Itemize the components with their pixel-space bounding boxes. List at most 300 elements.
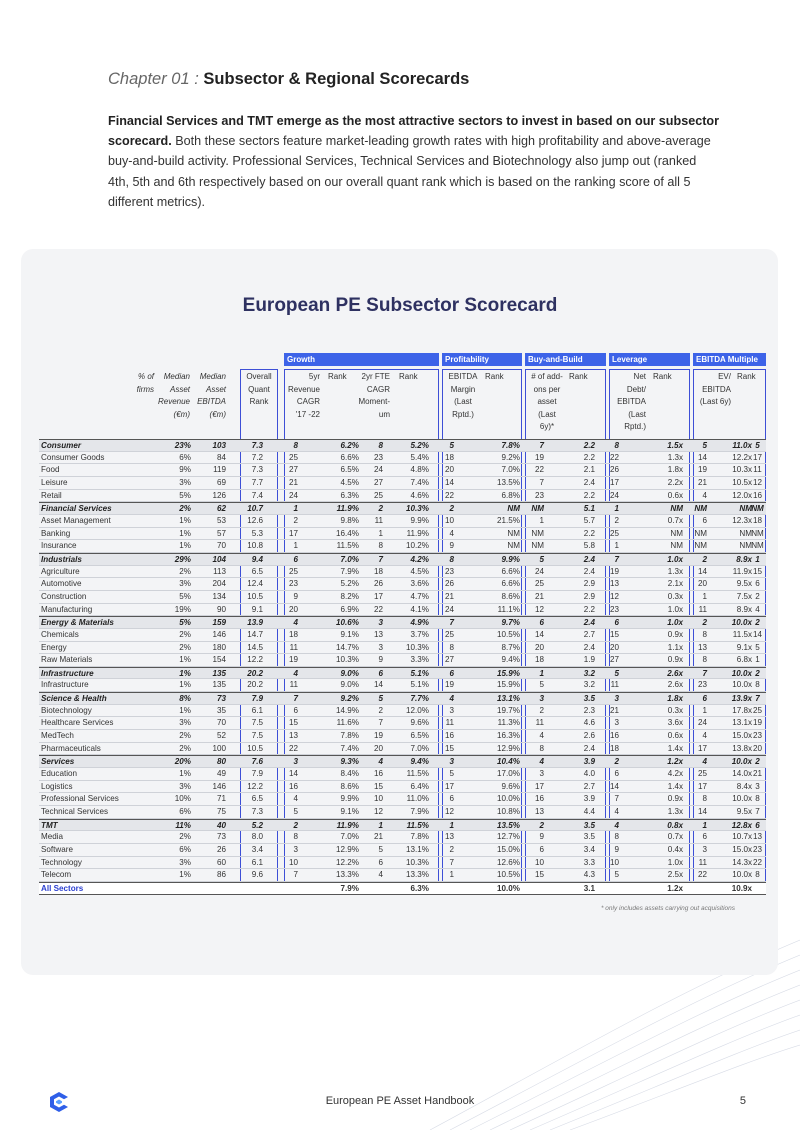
cell-value: 1.4x (667, 781, 683, 791)
cell-value: 4.6 (583, 718, 595, 728)
cell-value: 11.0% (406, 794, 429, 804)
cell-value: 14.7% (336, 642, 359, 652)
subsector-row (39, 806, 766, 819)
cell-value: 26 (609, 465, 619, 475)
cell-value: 5 (378, 845, 383, 854)
cell-value: 14 (752, 629, 762, 639)
cell-value: NM (751, 541, 764, 551)
cell-value: 2% (179, 731, 191, 741)
cell-value: 6.8x (736, 655, 752, 665)
cell-value: 20 (697, 579, 707, 589)
cell-value: 0.4x (667, 845, 683, 854)
cell-value: 12.9% (497, 743, 520, 753)
subsector-row (39, 490, 766, 503)
cell-value: 1% (179, 705, 191, 715)
cell-value: 7.8% (410, 832, 429, 842)
cell-value: 2 (539, 705, 544, 715)
cell-value: 23 (288, 579, 298, 589)
cell-value: 18 (752, 515, 762, 525)
cell-value: 3.3 (583, 857, 595, 867)
cell-value: 7.2 (251, 452, 263, 462)
cell-value: 25 (752, 705, 762, 715)
cell-value: 104 (212, 554, 226, 564)
cell-value: 2 (449, 845, 454, 854)
cell-value: 20 (373, 743, 383, 753)
cell-value: 7.3 (251, 465, 263, 475)
cell-value: 7.3 (251, 807, 263, 817)
cell-value: 5 (755, 642, 760, 652)
cell-value: 11.9% (336, 504, 359, 514)
cell-value: NM (507, 504, 520, 514)
row-label: Raw Materials (41, 655, 93, 665)
cell-value: 4.6% (410, 490, 429, 500)
footer-title: European PE Asset Handbook (325, 1095, 475, 1107)
cell-value: 5 (755, 441, 760, 450)
cell-value: 3.4 (251, 845, 263, 854)
cell-value: 13.1% (497, 694, 520, 704)
cell-value: 19% (174, 604, 191, 614)
cell-value: 14.0x (732, 769, 752, 779)
cell-value: 2.6x (667, 668, 683, 678)
cell-value: 1 (614, 504, 619, 514)
cell-value: 21.5% (497, 515, 520, 525)
cell-value: 7 (539, 477, 544, 487)
cell-value: 9.6% (501, 781, 520, 791)
cell-value: 10.3% (336, 655, 359, 665)
cell-value: 24 (609, 490, 619, 500)
cell-value: 73 (216, 694, 226, 704)
cell-value: 11 (753, 465, 762, 475)
cell-value: 5.4% (410, 452, 429, 462)
cell-value: 9.8% (340, 515, 359, 525)
cell-value: 0.7x (667, 515, 683, 525)
cell-value: 12.7% (497, 832, 520, 842)
cell-value: 1 (293, 504, 298, 514)
subsector-row (39, 844, 766, 857)
cell-value: 100 (212, 743, 226, 753)
header-median-revenue: Median Asset Revenue (€m) (157, 372, 190, 419)
cell-value: 4.4 (583, 807, 595, 817)
page-number: 5 (739, 1095, 746, 1107)
cell-value: 3.2 (583, 680, 595, 690)
subsector-row (39, 730, 766, 743)
cell-value: 6.8% (501, 490, 520, 500)
cell-value: NM (694, 504, 707, 514)
cell-value: 4 (449, 694, 454, 704)
cell-value: 9.2% (340, 694, 359, 704)
cell-value: 14 (697, 452, 707, 462)
cell-value: 4 (293, 668, 298, 678)
cell-value: 12 (444, 807, 454, 817)
row-label: Software (41, 845, 73, 854)
intro-paragraph (108, 111, 720, 212)
cell-value: 7.9% (340, 566, 359, 576)
cell-value: 2 (755, 668, 760, 678)
cell-value: NM (739, 541, 752, 551)
cell-value: 8.4x (736, 781, 752, 791)
scorecard-title: European PE Subsector Scorecard (242, 295, 558, 316)
cell-value: 8 (702, 655, 707, 665)
cell-value: 2.2 (583, 528, 595, 538)
cell-value: 14.7 (247, 629, 263, 639)
row-label: Logistics (41, 781, 73, 791)
cell-value: 6.4% (410, 781, 429, 791)
cell-value: 2.7 (583, 629, 595, 639)
cell-value: 9 (293, 591, 298, 601)
cell-value: 10.5% (497, 629, 520, 639)
cell-value: 135 (212, 680, 226, 690)
cell-value: 12.2x (732, 452, 752, 462)
subsector-row (39, 452, 766, 465)
cell-value: 2 (293, 820, 298, 830)
cell-value: 70 (216, 541, 226, 551)
cell-value: 35 (216, 705, 226, 715)
cell-value: 6 (378, 668, 383, 678)
cell-value: 3.6% (410, 579, 429, 589)
cell-value: 119 (213, 465, 226, 475)
row-label: Energy (41, 642, 67, 652)
cell-value: 3 (293, 845, 298, 854)
cell-value: 25 (288, 566, 298, 576)
cell-value: 7.4% (340, 743, 359, 753)
cell-value: 1.0x (667, 554, 683, 564)
row-label: Technical Services (41, 807, 109, 817)
cell-value: 2.1x (667, 579, 683, 589)
cell-value: 7 (449, 857, 454, 867)
cell-value: 11 (698, 857, 707, 867)
cell-value: 23 (444, 566, 454, 576)
cell-value: 204 (212, 579, 226, 589)
cell-value: 22 (373, 604, 383, 614)
cell-value: 4.1% (410, 604, 429, 614)
cell-value: 14 (288, 769, 298, 779)
cell-value: 10.5x (732, 477, 752, 487)
cell-value: 3.4 (583, 845, 595, 854)
subsector-row (39, 743, 766, 756)
subsector-row (39, 540, 766, 553)
cell-value: 7.9% (340, 883, 359, 893)
cell-value: 12.8x (731, 820, 752, 830)
cell-value: 20 (609, 642, 619, 652)
subsector-row (39, 642, 766, 655)
cell-value: 1.2x (667, 883, 683, 893)
cell-value: 17 (697, 781, 707, 791)
cell-value: 2.9 (583, 591, 595, 601)
cell-value: 2% (179, 629, 191, 639)
cell-value: 3.5 (583, 820, 595, 830)
cell-value: 6 (614, 618, 619, 628)
cell-value: 11.5x (732, 629, 752, 639)
cell-value: 14.9% (336, 705, 359, 715)
cell-value: 20 (444, 465, 454, 475)
cell-value: 14.3x (732, 857, 752, 867)
cell-value: 9.1 (251, 604, 263, 614)
cell-value: NM (507, 528, 520, 538)
cell-value: 6 (702, 832, 707, 842)
cell-value: 8.9x (736, 554, 752, 564)
cell-value: 2 (539, 820, 544, 830)
cell-value: NM (531, 528, 544, 538)
cell-value: 9 (378, 655, 383, 665)
cell-value: 14 (373, 680, 383, 690)
row-label: All Sectors (41, 883, 84, 893)
cell-value: 2.1 (583, 465, 595, 475)
cell-value: 7.5 (251, 731, 263, 741)
cell-value: 13.1x (732, 718, 752, 728)
row-label: Leisure (41, 477, 68, 487)
cell-value: 2.4 (583, 642, 595, 652)
cell-value: 2 (449, 504, 454, 514)
subsector-row (39, 869, 766, 882)
sector-summary-row (39, 692, 766, 705)
cell-value: 7 (449, 618, 454, 628)
cell-value: 84 (216, 452, 226, 462)
cell-value: 8 (378, 441, 383, 450)
row-label: MedTech (41, 731, 74, 741)
cell-value: 8.4% (340, 769, 359, 779)
cell-value: 13 (752, 832, 762, 842)
row-label: Technology (41, 857, 82, 867)
cell-value: 10.0x (731, 668, 752, 678)
cell-value: 2 (755, 591, 760, 601)
cell-value: 1 (755, 554, 760, 564)
cell-value: 16 (373, 769, 383, 779)
subsector-row (39, 464, 766, 477)
cell-value: 20.2 (247, 680, 263, 690)
cell-value: 12.2 (247, 655, 263, 665)
row-label: Biotechnology (41, 705, 92, 715)
cell-value: 9.4 (251, 554, 263, 564)
cell-value: 26 (444, 579, 454, 589)
cell-value: 3 (293, 757, 298, 767)
cell-value: 7.4% (410, 477, 429, 487)
cell-value: 6 (293, 554, 298, 564)
cell-value: 86 (216, 870, 226, 880)
cell-value: 3.5 (583, 832, 595, 842)
cell-value: 13.9x (731, 694, 752, 704)
cell-value: 24 (288, 490, 298, 500)
cell-value: 1% (179, 655, 191, 665)
cell-value: 4 (539, 757, 544, 767)
cell-value: 3 (378, 618, 383, 628)
subsector-row (39, 679, 766, 692)
cell-value: 7 (378, 554, 383, 564)
cell-value: 3.5 (583, 694, 595, 704)
cell-value: 25 (609, 528, 619, 538)
cell-value: 18 (534, 655, 544, 665)
cell-value: 10.0% (497, 883, 520, 893)
cell-value: 8% (179, 694, 191, 704)
cell-value: 4.7% (410, 591, 429, 601)
cell-value: 4 (702, 731, 707, 741)
cell-value: 9 (449, 541, 454, 551)
cell-value: 6.6% (501, 566, 520, 576)
cell-value: 5.2% (410, 441, 429, 450)
cell-value: 1.4x (667, 743, 683, 753)
cell-value: 22 (444, 490, 454, 500)
cell-value: 12 (609, 591, 619, 601)
cell-value: 17 (373, 591, 383, 601)
cell-value: 4.0 (583, 769, 595, 779)
cell-value: 4.2x (667, 769, 683, 779)
cell-value: 26 (373, 579, 383, 589)
cell-value: 20 (534, 642, 544, 652)
header-ev-ebitda: EV/ EBITDA (Last 6y) (699, 372, 731, 406)
cell-value: 15 (444, 743, 454, 753)
cell-value: 3 (614, 718, 619, 728)
cell-value: 5 (293, 807, 298, 817)
cell-value: 6 (378, 857, 383, 867)
cell-value: 3 (378, 642, 383, 652)
cell-value: 1 (539, 668, 544, 678)
chapter-prefix: Chapter 01 : (108, 70, 199, 88)
cell-value: 6.3% (410, 883, 429, 893)
cell-value: 19 (609, 566, 619, 576)
cell-value: 5 (378, 694, 383, 704)
cell-value: 3 (539, 769, 544, 779)
cell-value: 80 (216, 757, 226, 767)
subsector-row (39, 591, 766, 604)
cell-value: 17.8x (732, 705, 752, 715)
cell-value: 3% (179, 781, 191, 791)
cell-value: 12.0x (732, 490, 752, 500)
cell-value: 15.9% (497, 680, 520, 690)
cell-value: 18 (288, 629, 298, 639)
cell-value: 4 (755, 604, 760, 614)
cell-value: 21 (609, 705, 619, 715)
cell-value: 2 (755, 618, 760, 628)
cell-value: 10.0x (732, 794, 752, 804)
header-rank-buy-and-build: Rank (569, 372, 588, 381)
cell-value: 11.5% (336, 541, 359, 551)
cell-value: 11 (610, 680, 619, 690)
category-leverage: Leverage (609, 353, 690, 366)
cell-value: 1.0x (667, 604, 683, 614)
footnote: * only includes assets carrying out acquisitions (600, 905, 735, 912)
cell-value: 13.5% (497, 477, 520, 487)
subsector-row (39, 857, 766, 870)
intro-bold: Financial Services and TMT emerge as the most attractive sectors to invest in based on our subsector scorecard. (108, 114, 719, 149)
cell-value: 1 (449, 870, 454, 880)
cell-value: 4 (378, 757, 383, 767)
cell-value: 17 (697, 743, 707, 753)
cell-value: 6 (539, 618, 544, 628)
sector-summary-row (39, 616, 766, 629)
cell-value: 24 (444, 604, 454, 614)
cell-value: 11 (289, 680, 298, 690)
cell-value: 7.3 (251, 441, 263, 450)
cell-value: 20 (288, 604, 298, 614)
cell-value: 8 (293, 832, 298, 842)
cell-value: 1 (293, 541, 298, 551)
cell-value: 2% (179, 566, 191, 576)
cell-value: 2 (702, 554, 707, 564)
cell-value: 4 (378, 870, 383, 880)
cell-value: 16 (288, 781, 298, 791)
scorecard-table (39, 439, 766, 895)
cell-value: 22 (288, 743, 298, 753)
cell-value: 6.1 (251, 705, 263, 715)
cell-value: 6 (449, 668, 454, 678)
cell-value: 10.3x (732, 465, 752, 475)
row-label: Food (41, 465, 60, 475)
cell-value: 15.0% (497, 845, 520, 854)
cell-value: 7.5 (251, 718, 263, 728)
cell-value: 22 (752, 857, 762, 867)
cell-value: 19 (373, 731, 383, 741)
cell-value: 5 (449, 769, 454, 779)
cell-value: 9.1x (736, 642, 752, 652)
cell-value: 9.5x (736, 579, 752, 589)
cell-value: 6.5% (340, 465, 359, 475)
row-label: Healthcare Services (41, 718, 114, 728)
cell-value: 11.6% (336, 718, 359, 728)
cell-value: 12.0% (406, 705, 429, 715)
cell-value: 8 (614, 441, 619, 450)
cell-value: 3% (179, 477, 191, 487)
sector-summary-row (39, 755, 766, 768)
cell-value: 7 (293, 870, 298, 880)
sector-summary-row (39, 553, 766, 566)
cell-value: 16 (609, 731, 619, 741)
cell-value: 11 (289, 642, 298, 652)
cell-value: 3.3% (410, 655, 429, 665)
cell-value: 4 (702, 757, 707, 767)
cell-value: 21 (697, 477, 707, 487)
cell-value: 25 (697, 769, 707, 779)
cell-value: 113 (213, 566, 226, 576)
cell-value: 4 (614, 807, 619, 817)
cell-value: 21 (373, 832, 383, 842)
cell-value: 2.6x (667, 680, 683, 690)
cell-value: 1% (179, 515, 191, 525)
cell-value: 12 (752, 477, 762, 487)
cell-value: 19.7% (497, 705, 520, 715)
cell-value: 2.4 (583, 477, 595, 487)
cell-value: 9.0% (340, 668, 359, 678)
cell-value: 7.9% (410, 807, 429, 817)
cell-value: 12.6 (247, 515, 263, 525)
chapter-heading (108, 70, 469, 89)
subsector-row (39, 793, 766, 806)
cell-value: 159 (212, 618, 226, 628)
cell-value: 2% (179, 832, 191, 842)
cell-value: 1.0x (667, 618, 683, 628)
cell-value: 9.0% (340, 680, 359, 690)
cell-value: 1% (179, 680, 191, 690)
cell-value: 10.3% (406, 857, 429, 867)
cell-value: 0.9x (667, 655, 683, 665)
cell-value: 10.3% (406, 504, 429, 514)
cell-value: 2 (702, 618, 707, 628)
cell-value: 14 (609, 781, 619, 791)
cell-value: 5.8 (583, 541, 595, 551)
cell-value: 23 (609, 604, 619, 614)
cell-value: 9 (539, 832, 544, 842)
cell-value: 5% (179, 591, 191, 601)
cell-value: 1% (179, 541, 191, 551)
cell-value: 10 (288, 857, 298, 867)
cell-value: 21 (288, 477, 298, 487)
cell-value: 21 (444, 591, 454, 601)
cell-value: 103 (212, 441, 226, 450)
cell-value: 10 (609, 857, 619, 867)
cell-value: 20% (174, 757, 191, 767)
cell-value: 14 (697, 807, 707, 817)
cell-value: 1% (179, 668, 191, 678)
cell-value: 6% (179, 452, 191, 462)
cell-value: 24 (373, 465, 383, 475)
